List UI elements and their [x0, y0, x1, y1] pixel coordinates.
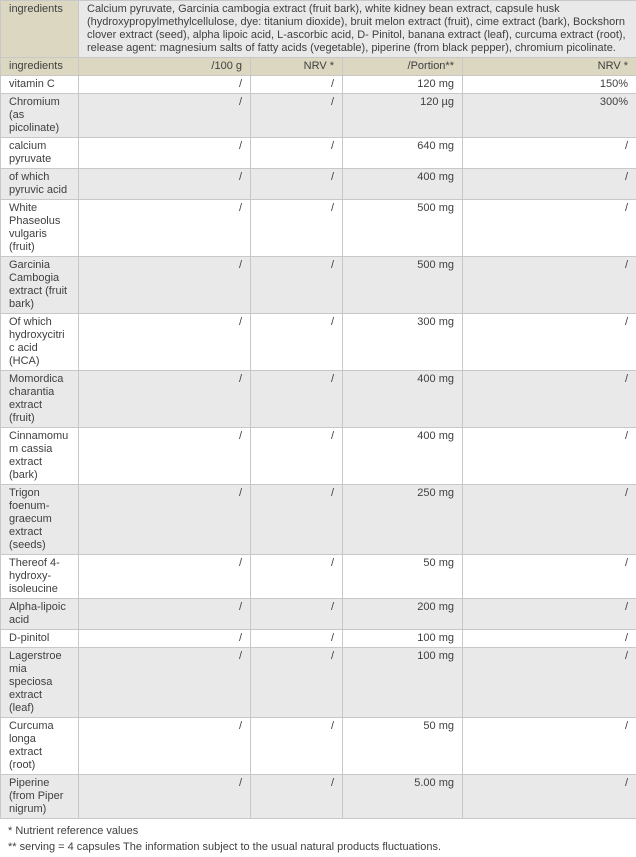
value-per-100g: /	[79, 371, 251, 428]
ingredient-name: White Phaseolus vulgaris (fruit)	[1, 200, 79, 257]
value-nrv-per-portion: /	[463, 371, 636, 428]
value-nrv-per-portion: /	[463, 314, 636, 371]
value-per-100g: /	[79, 138, 251, 169]
table-row	[1, 138, 636, 169]
value-per-portion: 50 mg	[343, 718, 463, 775]
footnote-nrv: * Nutrient reference values	[8, 823, 628, 839]
value-nrv-per-portion: /	[463, 428, 636, 485]
table-row	[1, 257, 636, 314]
value-per-portion: 120 mg	[343, 76, 463, 94]
ingredient-name: Lagerstroemia speciosa extract (leaf)	[1, 648, 79, 718]
ingredient-name: Garcinia Cambogia extract (fruit bark)	[1, 257, 79, 314]
ingredient-name: Thereof 4-hydroxy-isoleucine	[1, 555, 79, 599]
value-nrv-per-portion: 150%	[463, 76, 636, 94]
value-nrv-per-100g: /	[251, 371, 343, 428]
value-nrv-per-100g: /	[251, 630, 343, 648]
ingredient-name: of which pyruvic acid	[1, 169, 79, 200]
ingredient-name: vitamin C	[1, 76, 79, 94]
value-per-100g: /	[79, 169, 251, 200]
value-nrv-per-portion: /	[463, 648, 636, 718]
value-per-portion: 200 mg	[343, 599, 463, 630]
ingredient-name: D-pinitol	[1, 630, 79, 648]
value-nrv-per-100g: /	[251, 314, 343, 371]
ingredient-name: calcium pyruvate	[1, 138, 79, 169]
table-row	[1, 485, 636, 555]
value-per-portion: 500 mg	[343, 200, 463, 257]
column-header-nrv-100g: NRV *	[251, 58, 343, 76]
footnote-serving: ** serving = 4 capsules The information subject to the usual natural products fluctuations.	[8, 839, 628, 855]
column-header-per-portion: /Portion**	[343, 58, 463, 76]
value-nrv-per-100g: /	[251, 200, 343, 257]
table-row	[1, 76, 636, 94]
value-per-100g: /	[79, 630, 251, 648]
value-per-100g: /	[79, 599, 251, 630]
value-per-100g: /	[79, 718, 251, 775]
ingredients-row-label: ingredients	[1, 1, 79, 58]
value-nrv-per-100g: /	[251, 94, 343, 138]
value-nrv-per-portion: 300%	[463, 94, 636, 138]
value-per-portion: 500 mg	[343, 257, 463, 314]
value-nrv-per-portion: /	[463, 718, 636, 775]
value-per-portion: 400 mg	[343, 371, 463, 428]
value-nrv-per-portion: /	[463, 775, 636, 819]
value-nrv-per-portion: /	[463, 485, 636, 555]
value-nrv-per-100g: /	[251, 648, 343, 718]
ingredient-name: Curcuma longa extract (root)	[1, 718, 79, 775]
value-per-100g: /	[79, 200, 251, 257]
value-per-100g: /	[79, 555, 251, 599]
value-nrv-per-portion: /	[463, 200, 636, 257]
value-nrv-per-portion: /	[463, 169, 636, 200]
ingredient-name: Cinnamomum cassia extract (bark)	[1, 428, 79, 485]
footnotes	[0, 819, 636, 857]
table-row	[1, 314, 636, 371]
value-per-portion: 100 mg	[343, 630, 463, 648]
value-nrv-per-100g: /	[251, 76, 343, 94]
value-nrv-per-100g: /	[251, 428, 343, 485]
table-row	[1, 200, 636, 257]
value-per-100g: /	[79, 76, 251, 94]
table-row	[1, 94, 636, 138]
value-nrv-per-portion: /	[463, 555, 636, 599]
column-header-per-100g: /100 g	[79, 58, 251, 76]
value-per-portion: 400 mg	[343, 169, 463, 200]
value-nrv-per-portion: /	[463, 630, 636, 648]
ingredient-name: Alpha-lipoic acid	[1, 599, 79, 630]
value-per-100g: /	[79, 428, 251, 485]
value-nrv-per-100g: /	[251, 718, 343, 775]
table-row	[1, 428, 636, 485]
table-row	[1, 169, 636, 200]
value-per-100g: /	[79, 257, 251, 314]
value-per-portion: 400 mg	[343, 428, 463, 485]
value-per-portion: 640 mg	[343, 138, 463, 169]
table-row	[1, 630, 636, 648]
table-row	[1, 599, 636, 630]
table-body	[1, 76, 636, 819]
ingredient-name: Chromium (as picolinate)	[1, 94, 79, 138]
value-per-portion: 300 mg	[343, 314, 463, 371]
ingredient-name: Of which hydroxycitric acid (HCA)	[1, 314, 79, 371]
value-nrv-per-100g: /	[251, 555, 343, 599]
table-row	[1, 555, 636, 599]
table-row	[1, 648, 636, 718]
table-header-row	[1, 58, 636, 76]
value-per-100g: /	[79, 94, 251, 138]
value-per-100g: /	[79, 775, 251, 819]
column-header-nrv-portion: NRV *	[463, 58, 636, 76]
value-per-100g: /	[79, 485, 251, 555]
value-per-100g: /	[79, 314, 251, 371]
ingredients-description-row	[1, 1, 636, 58]
ingredient-name: Piperine (from Piper nigrum)	[1, 775, 79, 819]
value-nrv-per-portion: /	[463, 257, 636, 314]
table-row	[1, 371, 636, 428]
value-nrv-per-100g: /	[251, 257, 343, 314]
column-header-ingredients: ingredients	[1, 58, 79, 76]
value-per-portion: 5.00 mg	[343, 775, 463, 819]
value-per-portion: 250 mg	[343, 485, 463, 555]
value-per-portion: 50 mg	[343, 555, 463, 599]
value-nrv-per-100g: /	[251, 599, 343, 630]
value-nrv-per-100g: /	[251, 138, 343, 169]
value-per-portion: 100 mg	[343, 648, 463, 718]
value-nrv-per-portion: /	[463, 138, 636, 169]
value-per-portion: 120 µg	[343, 94, 463, 138]
value-nrv-per-portion: /	[463, 599, 636, 630]
ingredient-name: Trigon foenum-graecum extract (seeds)	[1, 485, 79, 555]
ingredient-name: Momordica charantia extract (fruit)	[1, 371, 79, 428]
table-row	[1, 775, 636, 819]
value-nrv-per-100g: /	[251, 775, 343, 819]
table-row	[1, 718, 636, 775]
value-nrv-per-100g: /	[251, 485, 343, 555]
ingredients-description-text: Calcium pyruvate, Garcinia cambogia extract (fruit bark), white kidney bean extract, capsule husk (hydroxypropylmethylcellulose, dye: titanium dioxide), bruit melon extract (fruit), cime extract (bark), Bockshorn clover extract (seed), alpha lipoic acid, L-ascorbic acid, D- Pinitol, banana extract (leaf), curcuma extract (root), release agent: magnesium salts of fatty acids (vegetable), piperine (from black pepper), chromium picolinate.	[79, 1, 636, 58]
value-nrv-per-100g: /	[251, 169, 343, 200]
value-per-100g: /	[79, 648, 251, 718]
